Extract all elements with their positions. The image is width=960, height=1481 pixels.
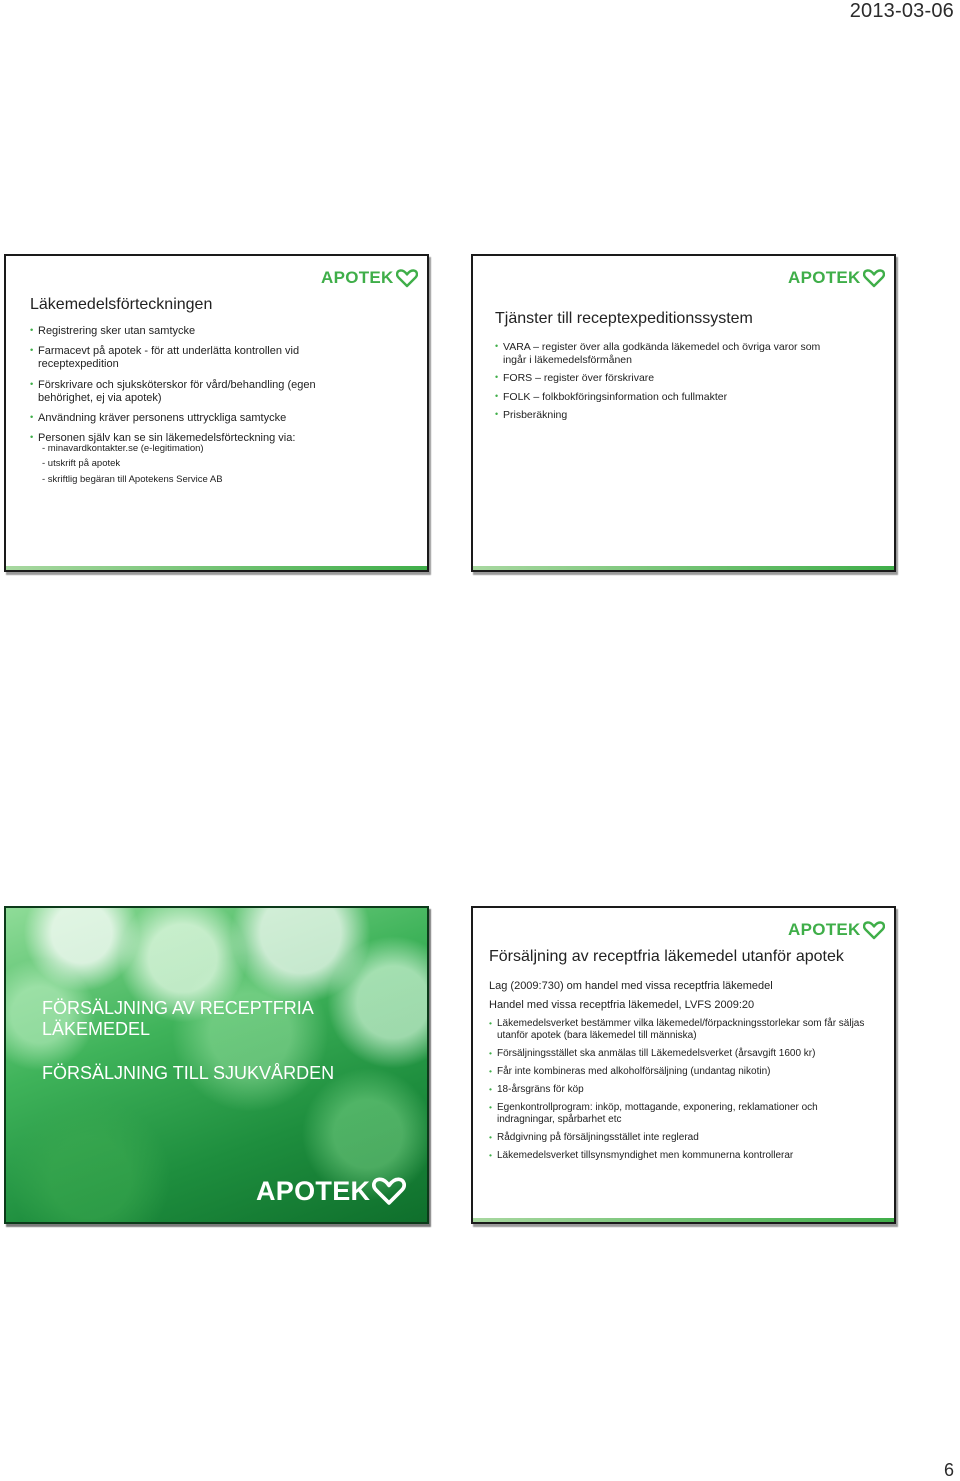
slide-title: Försäljning av receptfria läkemedel utanför apotek [489, 948, 844, 965]
section-heading: FÖRSÄLJNING AV RECEPTFRIA LÄKEMEDEL [42, 998, 313, 1040]
apotek-logo [256, 1176, 406, 1207]
apotek-logo [788, 268, 885, 288]
bullet-item: • FORS – register över förskrivare [495, 372, 825, 385]
page-date: 2013-03-06 [849, 0, 954, 22]
heart-outline-icon [372, 1177, 406, 1206]
slide-section-green [4, 906, 429, 1224]
sub-item: - minavardkontakter.se (e-legitimation) [42, 443, 204, 454]
section-heading: FÖRSÄLJNING TILL SJUKVÅRDEN [42, 1063, 335, 1083]
sub-item: - skriftlig begäran till Apotekens Service AB [42, 473, 223, 485]
sub-list [42, 444, 223, 490]
apotek-logo-text: APOTEK [788, 268, 861, 287]
apotek-logo-text: APOTEK [321, 268, 394, 287]
bullet-item: • Egenkontrollprogram: inköp, mottagande, exponering, reklamationer och indragningar, spårbarhet etc [489, 1102, 869, 1126]
slide-title: Läkemedelsförteckningen [30, 296, 213, 313]
heart-outline-icon [863, 921, 885, 940]
bullet-item: • Förskrivare och sjuksköterskor för vård/behandling (egen behörighet, ej via apotek) [30, 379, 360, 405]
bullet-item: • Försäljningsstället ska anmälas till Läkemedelsverket (årsavgift 1600 kr) [489, 1048, 869, 1060]
bullet-item: • Användning kräver personens uttryckliga samtycke [30, 412, 360, 425]
bullet-item: • Läkemedelsverket bestämmer vilka läkemedel/förpackningsstorlekar som får säljas utanför apotek (bara läkemedel till människa) [489, 1018, 869, 1042]
intro-line: Lag (2009:730) om handel med vissa receptfria läkemedel [489, 980, 773, 992]
bullet-list [30, 325, 360, 452]
bullet-item: • FOLK – folkbokföringsinformation och fullmakter [495, 391, 825, 404]
bullet-item: • Rådgivning på försäljningsstället inte reglerad [489, 1132, 869, 1144]
bullet-item: • Personen själv kan se sin läkemedelsförteckning via: [30, 432, 360, 445]
slide-title: Tjänster till receptexpeditionssystem [495, 310, 753, 327]
slide-tjanster [471, 254, 896, 572]
bullet-item: • Läkemedelsverket tillsynsmyndighet men kommunerna kontrollerar [489, 1150, 869, 1162]
bullet-item: • Registrering sker utan samtycke [30, 325, 360, 338]
intro-line: Handel med vissa receptfria läkemedel, LVFS 2009:20 [489, 999, 755, 1011]
slide-forsaljning [471, 906, 896, 1224]
slide-lakemedelsforteckningen [4, 254, 429, 572]
heart-outline-icon [396, 269, 418, 288]
bullet-item: • Får inte kombineras med alkoholförsäljning (undantag nikotin) [489, 1066, 869, 1078]
apotek-logo-text: APOTEK [256, 1176, 371, 1206]
bullet-item: • VARA – register över alla godkända läkemedel och övriga varor som ingår i läkemedelsförmånen [495, 341, 825, 366]
bullet-list [489, 1018, 869, 1168]
bullet-item: • Prisberäkning [495, 409, 825, 422]
page-number: 6 [943, 1460, 954, 1480]
apotek-logo [788, 920, 885, 940]
bullet-item: • Farmacevt på apotek - för att underlätta kontrollen vid receptexpedition [30, 345, 360, 371]
sub-item: - utskrift på apotek [42, 458, 121, 470]
apotek-logo [321, 268, 418, 288]
bullet-list [495, 341, 825, 428]
apotek-logo-text: APOTEK [788, 920, 861, 939]
heart-outline-icon [863, 269, 885, 288]
bullet-item: • 18-årsgräns för köp [489, 1084, 869, 1096]
